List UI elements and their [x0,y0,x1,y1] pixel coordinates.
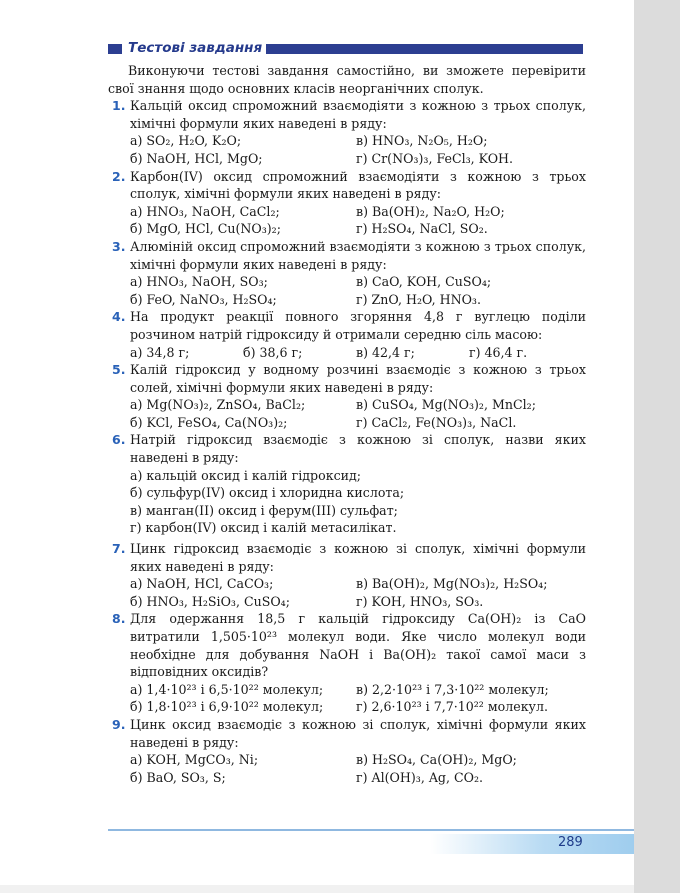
question-number: 2. [112,168,126,184]
option-b: б) HNO₃, H₂SiO₃, CuSO₄; [130,593,290,609]
option-b: б) NaOH, HCl, MgO; [130,150,263,166]
option-a: а) NaOH, HCl, CaCO₃; [130,576,274,592]
page-bottom-edge [0,885,634,893]
question-8 [108,610,586,716]
option-v: в) CuSO₄, Mg(NO₃)₂, MnCl₂; [356,397,536,413]
answer-options [130,575,586,610]
footer-rule [108,829,634,831]
option-a: а) HNO₃, NaOH, CaCl₂; [130,203,280,219]
question-6 [108,431,586,537]
question-4 [108,308,586,361]
option-b: б) MgO, HCl, Cu(NO₃)₂; [130,221,281,237]
answer-options [130,751,586,786]
option-g: г) Cr(NO₃)₃, FeCl₃, KOH. [356,150,514,166]
question-2 [108,168,586,238]
answer-options [130,132,586,167]
question-number: 3. [112,238,126,254]
option-a: а) кальцій оксид і калій гідроксид; [130,467,362,483]
content [108,62,586,786]
page-number-band [430,834,634,854]
section-header [108,40,583,58]
answer-options [130,681,586,716]
option-b: б) KCl, FeSO₄, Ca(NO₃)₂; [130,414,288,430]
option-v: в) 2,2·10²³ і 7,3·10²² молекул; [356,681,549,697]
option-b: б) 1,8·10²³ і 6,9·10²² молекул; [130,699,324,715]
option-a: а) 1,4·10²³ і 6,5·10²² молекул; [130,681,324,697]
page-number: 289 [558,835,583,850]
question-number: 4. [112,309,126,325]
question-number: 1. [112,98,126,114]
question-text: Калій гідроксид у водному розчині взаємодіє з кожною з трьох солей, хімічні формули яких наведені в ряду: [130,362,586,395]
option-v: в) Ba(OH)₂, Mg(NO₃)₂, H₂SO₄; [356,576,548,592]
section-marker-square [108,44,122,54]
option-g: г) KOH, HNO₃, SO₃. [356,593,484,609]
section-title: Тестові завдання [128,40,266,57]
option-a: а) SO₂, H₂O, K₂O; [130,133,242,149]
option-b: б) 38,6 г; [243,344,303,360]
answer-options [130,396,586,431]
option-g: г) 46,4 г. [469,344,528,360]
option-a: а) KOH, MgCO₃, Ni; [130,752,259,768]
question-number: 7. [112,541,126,557]
option-b: б) FeO, NaNO₃, H₂SO₄; [130,291,277,307]
option-b: б) BaO, SO₃, S; [130,769,226,785]
option-v: в) H₂SO₄, Ca(OH)₂, MgO; [356,752,517,768]
question-text: Цинк оксид взаємодіє з кожною зі сполук, хімічні формули яких наведені в ряду: [130,716,586,750]
option-g: г) карбон(IV) оксид і калій метасилікат. [130,520,397,536]
option-g: г) Al(OH)₃, Ag, CO₂. [356,769,484,785]
question-text: Кальцій оксид спроможний взаємодіяти з кожною з трьох сполук, хімічні формули яких наведені в ряду: [130,98,586,131]
option-v: в) манган(II) оксид і ферум(III) сульфат; [130,502,398,518]
question-number: 5. [112,362,126,378]
question-text: Натрій гідроксид взаємодіє з кожною зі сполук, назви яких наведені в ряду: [130,432,586,466]
question-text: Карбон(IV) оксид спроможний взаємодіяти з кожною з трьох сполук, хімічні формули яких наведені в ряду: [130,168,586,202]
option-a: а) Mg(NO₃)₂, ZnSO₄, BaCl₂; [130,397,306,413]
question-number: 9. [112,716,126,732]
question-5 [108,361,586,431]
answer-options [130,203,586,238]
page-margin-strip [634,0,680,893]
option-v: в) Ba(OH)₂, Na₂O, H₂O; [356,203,505,219]
question-text: На продукт реакції повного згоряння 4,8 г вуглецю поділи розчином натрій гідроксиду й отримали середню сіль масою: [130,309,586,342]
option-v: в) HNO₃, N₂O₅, H₂O; [356,133,488,149]
option-a: а) 34,8 г; [130,344,190,360]
answer-options [130,344,586,362]
answer-options [130,273,586,308]
question-3 [108,238,586,308]
question-text: Цинк гідроксид взаємодіє з кожною зі сполук, хімічні формули яких наведені в ряду: [130,541,586,574]
question-number: 8. [112,611,126,627]
option-v: в) CaO, KOH, CuSO₄; [356,274,492,290]
option-v: в) 42,4 г; [356,344,415,360]
option-g: г) CaCl₂, Fe(NO₃)₃, NaCl. [356,414,517,430]
question-1 [108,97,586,167]
question-text: Алюміній оксид спроможний взаємодіяти з кожною з трьох сполук, хімічні формули яких наведені в ряду: [130,238,586,272]
section-header-bar [258,44,583,54]
question-text: Для одержання 18,5 г кальцій гідроксиду Ca(OH)₂ із CaO витратили 1,505·10²³ молекул води. Яке число молекул води необхідне для добування NaOH і Ba(OH)₂ такої самої маси з відповідних оксидів? [130,611,586,680]
question-7 [108,540,586,610]
option-b: б) сульфур(IV) оксид і хлоридна кислота; [130,485,405,501]
intro-paragraph: Виконуючи тестові завдання самостійно, ви зможете перевірити свої знання щодо основних класів неорганічних сполук. [108,63,586,96]
option-a: а) HNO₃, NaOH, SO₃; [130,274,268,290]
question-number: 6. [112,432,126,448]
option-g: г) ZnO, H₂O, HNO₃. [356,291,481,307]
answer-options [130,467,586,537]
option-g: г) 2,6·10²³ і 7,7·10²² молекул. [356,699,548,715]
option-g: г) H₂SO₄, NaCl, SO₂. [356,221,488,237]
question-9 [108,716,586,786]
